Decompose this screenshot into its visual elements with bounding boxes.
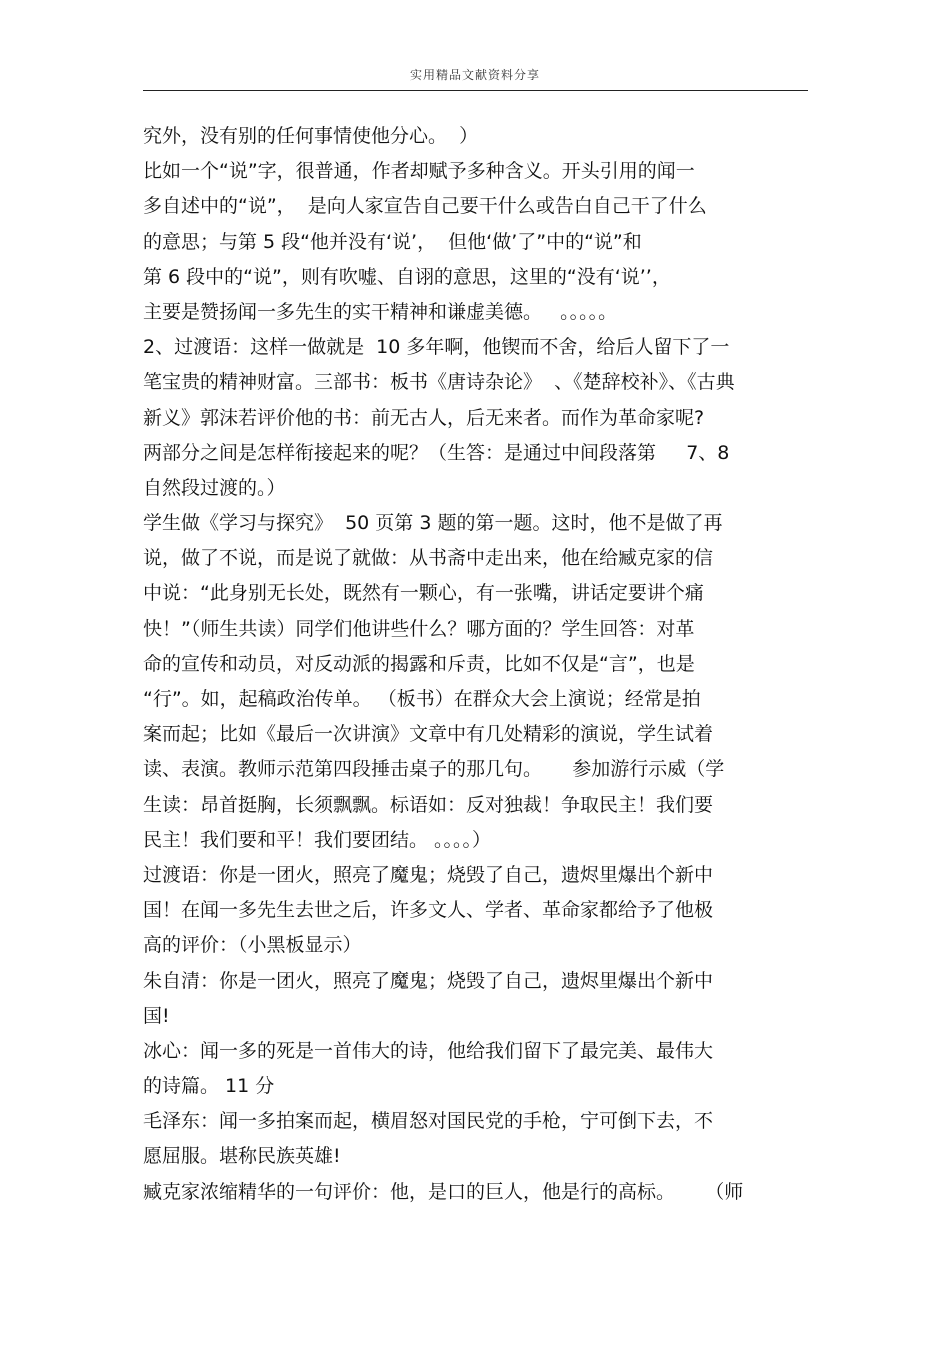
text-line: 中说：“此身别无长处，既然有一颗心，有一张嘴，讲话定要讲个痛 bbox=[143, 582, 704, 605]
text-line: 学生做《学习与探究》 50 页第 3 题的第一题。这时，他不是做了再 bbox=[143, 512, 723, 535]
text-line: 读、表演。教师示范第四段捶击桌子的那几句。 参加游行示威（学 bbox=[143, 758, 725, 781]
text-line: 新义》郭沫若评价他的书：前无古人，后无来者。而作为革命家呢? bbox=[143, 406, 705, 429]
text-line: 高的评价：（小黑板显示） bbox=[143, 934, 362, 957]
text-line: 国! bbox=[143, 1004, 170, 1027]
text-line: 愿屈服。堪称民族英雄! bbox=[143, 1145, 341, 1168]
text-line: 快！”（师生共读）同学们他讲些什么？哪方面的？学生回答：对革 bbox=[143, 617, 695, 640]
text-line: 过渡语：你是一团火，照亮了魔鬼；烧毁了自己，遗烬里爆出个新中 bbox=[143, 863, 714, 886]
text-line: 两部分之间是怎样衔接起来的呢？（生答：是通过中间段落第 7、8 bbox=[143, 441, 730, 464]
text-line: 究外，没有别的任何事情使他分心。 ） bbox=[143, 125, 479, 147]
text-line: 自然段过渡的。） bbox=[143, 476, 286, 499]
text-line: 的意思；与第 5 段“他并没有‘说’， 但他‘做’了”中的“说”和 bbox=[143, 230, 642, 253]
text-line: 毛泽东：闻一多拍案而起，横眉怒对国民党的手枪，宁可倒下去，不 bbox=[143, 1110, 714, 1133]
text-line: 臧克家浓缩精华的一句评价：他，是口的巨人，他是行的高标。 （师 bbox=[143, 1180, 744, 1203]
text-line: 的诗篇。 11 分 bbox=[143, 1075, 275, 1098]
text-line: 笔宝贵的精神财富。三部书：板书《唐诗杂论》 、《楚辞校补》、《古典 bbox=[143, 371, 735, 394]
text-line: 案而起；比如《最后一次讲演》文章中有几处精彩的演说，学生试着 bbox=[143, 723, 714, 746]
text-line: 朱自清：你是一团火，照亮了魔鬼；烧毁了自己，遗烬里爆出个新中 bbox=[143, 969, 714, 992]
text-line: 国！在闻一多先生去世之后，许多文人、学者、革命家都给予了他极 bbox=[143, 899, 714, 922]
text-line: 民主！我们要和平！我们要团结。 。。。。） bbox=[143, 828, 492, 851]
text-line: 说，做了不说，而是说了就做：从书斋中走出来，他在给臧克家的信 bbox=[143, 547, 714, 570]
text-line: 命的宣传和动员，对反动派的揭露和斥责，比如不仅是“言”，也是 bbox=[143, 652, 695, 675]
text-line: “行”。如，起稿政治传单。 （板书）在群众大会上演说；经常是拍 bbox=[143, 688, 701, 710]
text-line: 第 6 段中的“说”，则有吹嘘、自诩的意思，这里的“没有‘说’’， bbox=[143, 265, 671, 288]
page-header-title: 实用精品文献资料分享 bbox=[409, 68, 540, 82]
text-line: 冰心：闻一多的死是一首伟大的诗，他给我们留下了最完美、最伟大 bbox=[143, 1039, 714, 1062]
text-line: 多自述中的“说”， 是向人家宣告自己要干什么或告白自己干了什么 bbox=[143, 195, 707, 218]
text-line: 生读：昂首挺胸，长须飘飘。标语如：反对独裁！争取民主！我们要 bbox=[143, 793, 714, 816]
text-line: 主要是赞扬闻一多先生的实干精神和谦虚美德。 。。。。。 bbox=[143, 300, 618, 323]
document-body bbox=[143, 119, 813, 1210]
text-line: 2、过渡语：这样一做就是 10 多年啊，他锲而不舍，给后人留下了一 bbox=[143, 336, 730, 359]
header-divider bbox=[143, 90, 808, 91]
text-line: 比如一个“说”字，很普通，作者却赋予多种含义。开头引用的闻一 bbox=[143, 160, 695, 183]
